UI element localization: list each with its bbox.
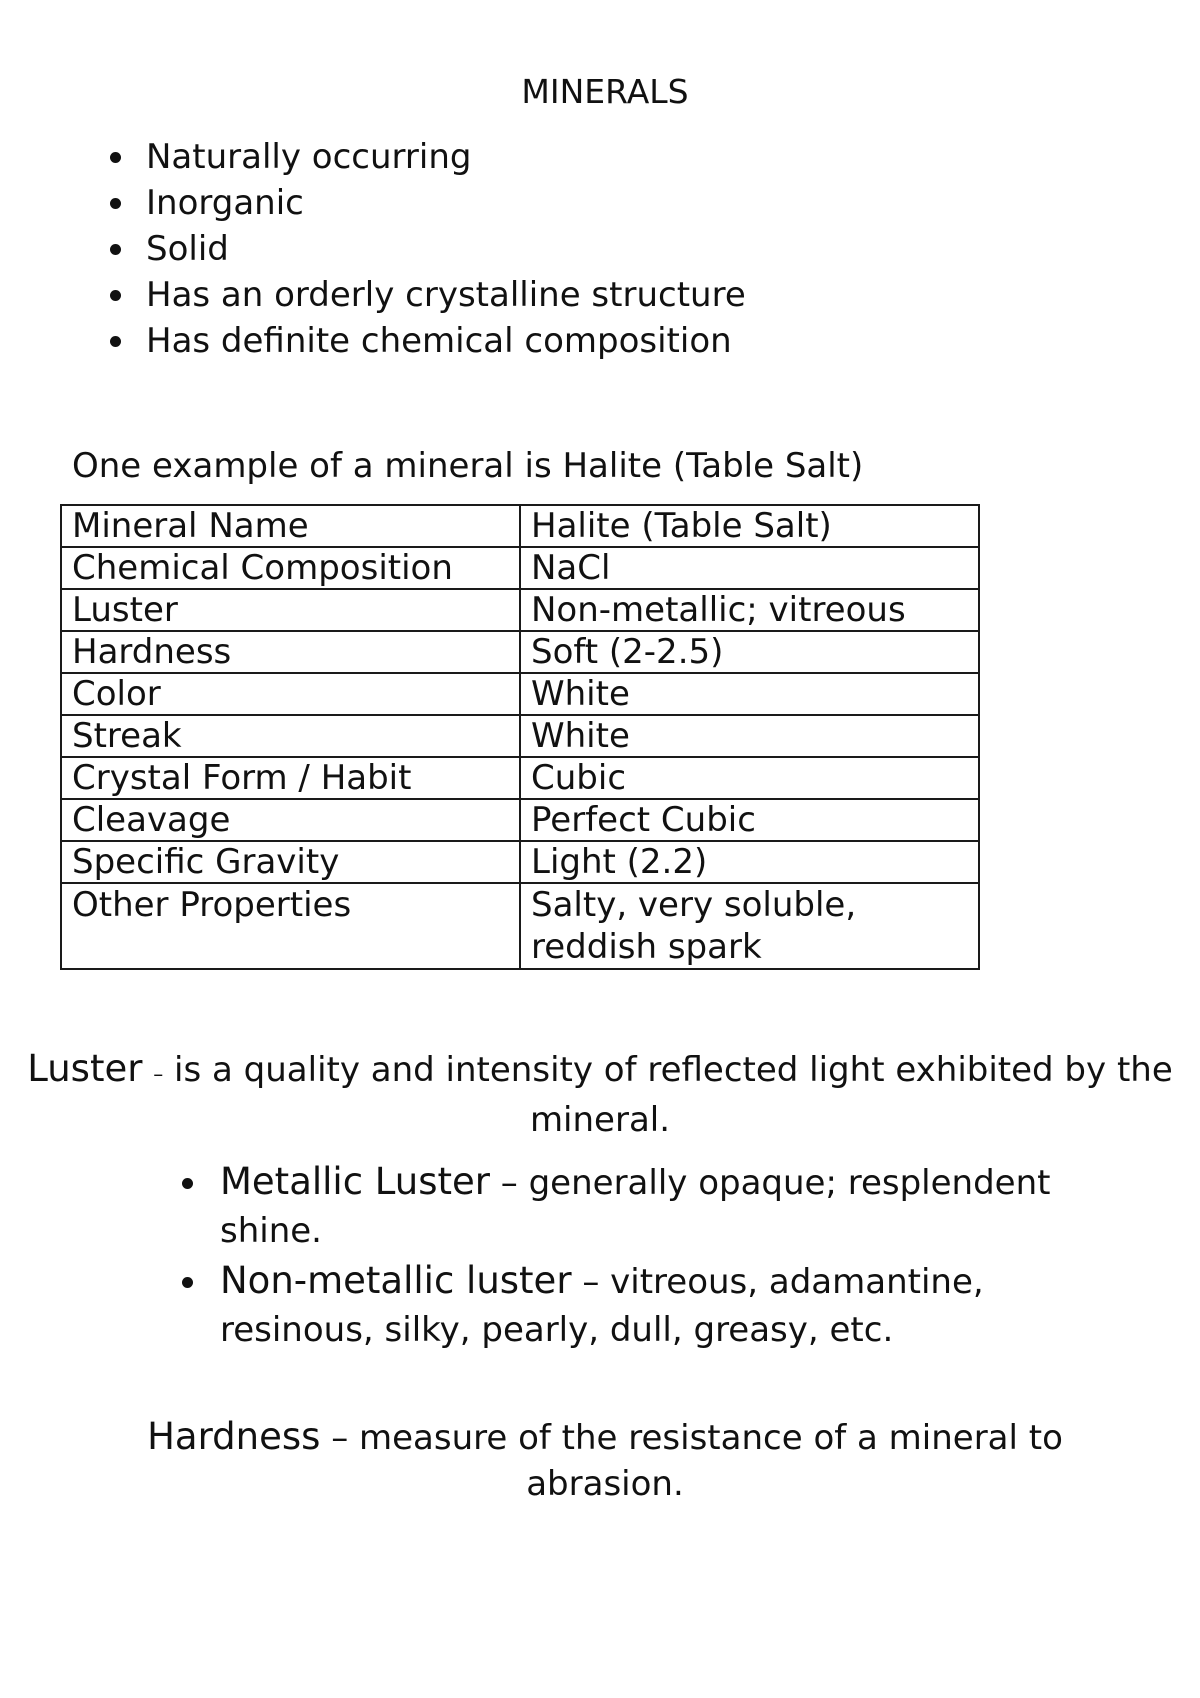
bullet-icon — [110, 198, 121, 209]
luster-definition — [0, 1046, 1200, 1143]
list-item — [108, 226, 746, 272]
list-item-text: Solid — [146, 229, 229, 269]
hardness-term: Hardness — [147, 1415, 321, 1458]
property-value: Salty, very soluble, reddish spark — [520, 883, 979, 969]
property-name: Specific Gravity — [61, 841, 520, 883]
property-value: White — [520, 715, 979, 757]
list-item-text: Inorganic — [146, 183, 304, 223]
page-title: MINERALS — [521, 72, 689, 111]
property-value: Halite (Table Salt) — [520, 505, 979, 547]
list-item-text: Has definite chemical composition — [146, 321, 732, 361]
property-name: Chemical Composition — [61, 547, 520, 589]
table-row — [61, 883, 979, 969]
property-value: Non-metallic; vitreous — [520, 589, 979, 631]
property-name: Color — [61, 673, 520, 715]
luster-type-term: Metallic Luster — [220, 1160, 490, 1203]
list-item — [180, 1257, 1140, 1354]
list-item — [108, 272, 746, 318]
bullet-icon — [110, 336, 121, 347]
property-value: Light (2.2) — [520, 841, 979, 883]
list-item — [180, 1158, 1140, 1255]
table-row — [61, 757, 979, 799]
property-name: Cleavage — [61, 799, 520, 841]
table-row — [61, 631, 979, 673]
luster-type-term: Non-metallic luster — [220, 1259, 572, 1302]
property-name: Streak — [61, 715, 520, 757]
property-name: Crystal Form / Habit — [61, 757, 520, 799]
table-row — [61, 505, 979, 547]
table-row — [61, 589, 979, 631]
table-row — [61, 841, 979, 883]
luster-types-list — [180, 1158, 1140, 1356]
property-value: NaCl — [520, 547, 979, 589]
luster-type-description: – vitreous, adamantine, resinous, silky, pearly, dull, greasy, etc. — [220, 1262, 984, 1350]
property-value: Perfect Cubic — [520, 799, 979, 841]
bullet-icon — [182, 1178, 193, 1189]
table-row — [61, 715, 979, 757]
bullet-icon — [110, 290, 121, 301]
list-item — [108, 134, 746, 180]
bullet-icon — [182, 1277, 193, 1288]
hardness-definition — [100, 1414, 1110, 1507]
list-item-text: Has an orderly crystalline structure — [146, 275, 746, 315]
property-name: Luster — [61, 589, 520, 631]
property-name: Mineral Name — [61, 505, 520, 547]
table-row — [61, 547, 979, 589]
list-item-text: Naturally occurring — [146, 137, 472, 177]
property-value: Soft (2-2.5) — [520, 631, 979, 673]
mineral-criteria-list — [108, 134, 746, 364]
halite-properties-table — [60, 504, 980, 970]
bullet-icon — [110, 244, 121, 255]
property-value: Cubic — [520, 757, 979, 799]
luster-type-description: – generally opaque; resplendent shine. — [220, 1163, 1051, 1251]
property-value: White — [520, 673, 979, 715]
hardness-definition-text: – measure of the resistance of a mineral to abrasion. — [320, 1418, 1063, 1504]
list-item — [108, 180, 746, 226]
table-row — [61, 673, 979, 715]
table-row — [61, 799, 979, 841]
example-sentence: One example of a mineral is Halite (Table Salt) — [72, 446, 864, 486]
luster-definition-text: is a quality and intensity of reflected light exhibited by the mineral. — [163, 1050, 1173, 1140]
property-name: Hardness — [61, 631, 520, 673]
luster-dash: – — [153, 1062, 164, 1086]
bullet-icon — [110, 152, 121, 163]
list-item — [108, 318, 746, 364]
property-name: Other Properties — [61, 883, 520, 969]
luster-term: Luster — [27, 1047, 143, 1090]
